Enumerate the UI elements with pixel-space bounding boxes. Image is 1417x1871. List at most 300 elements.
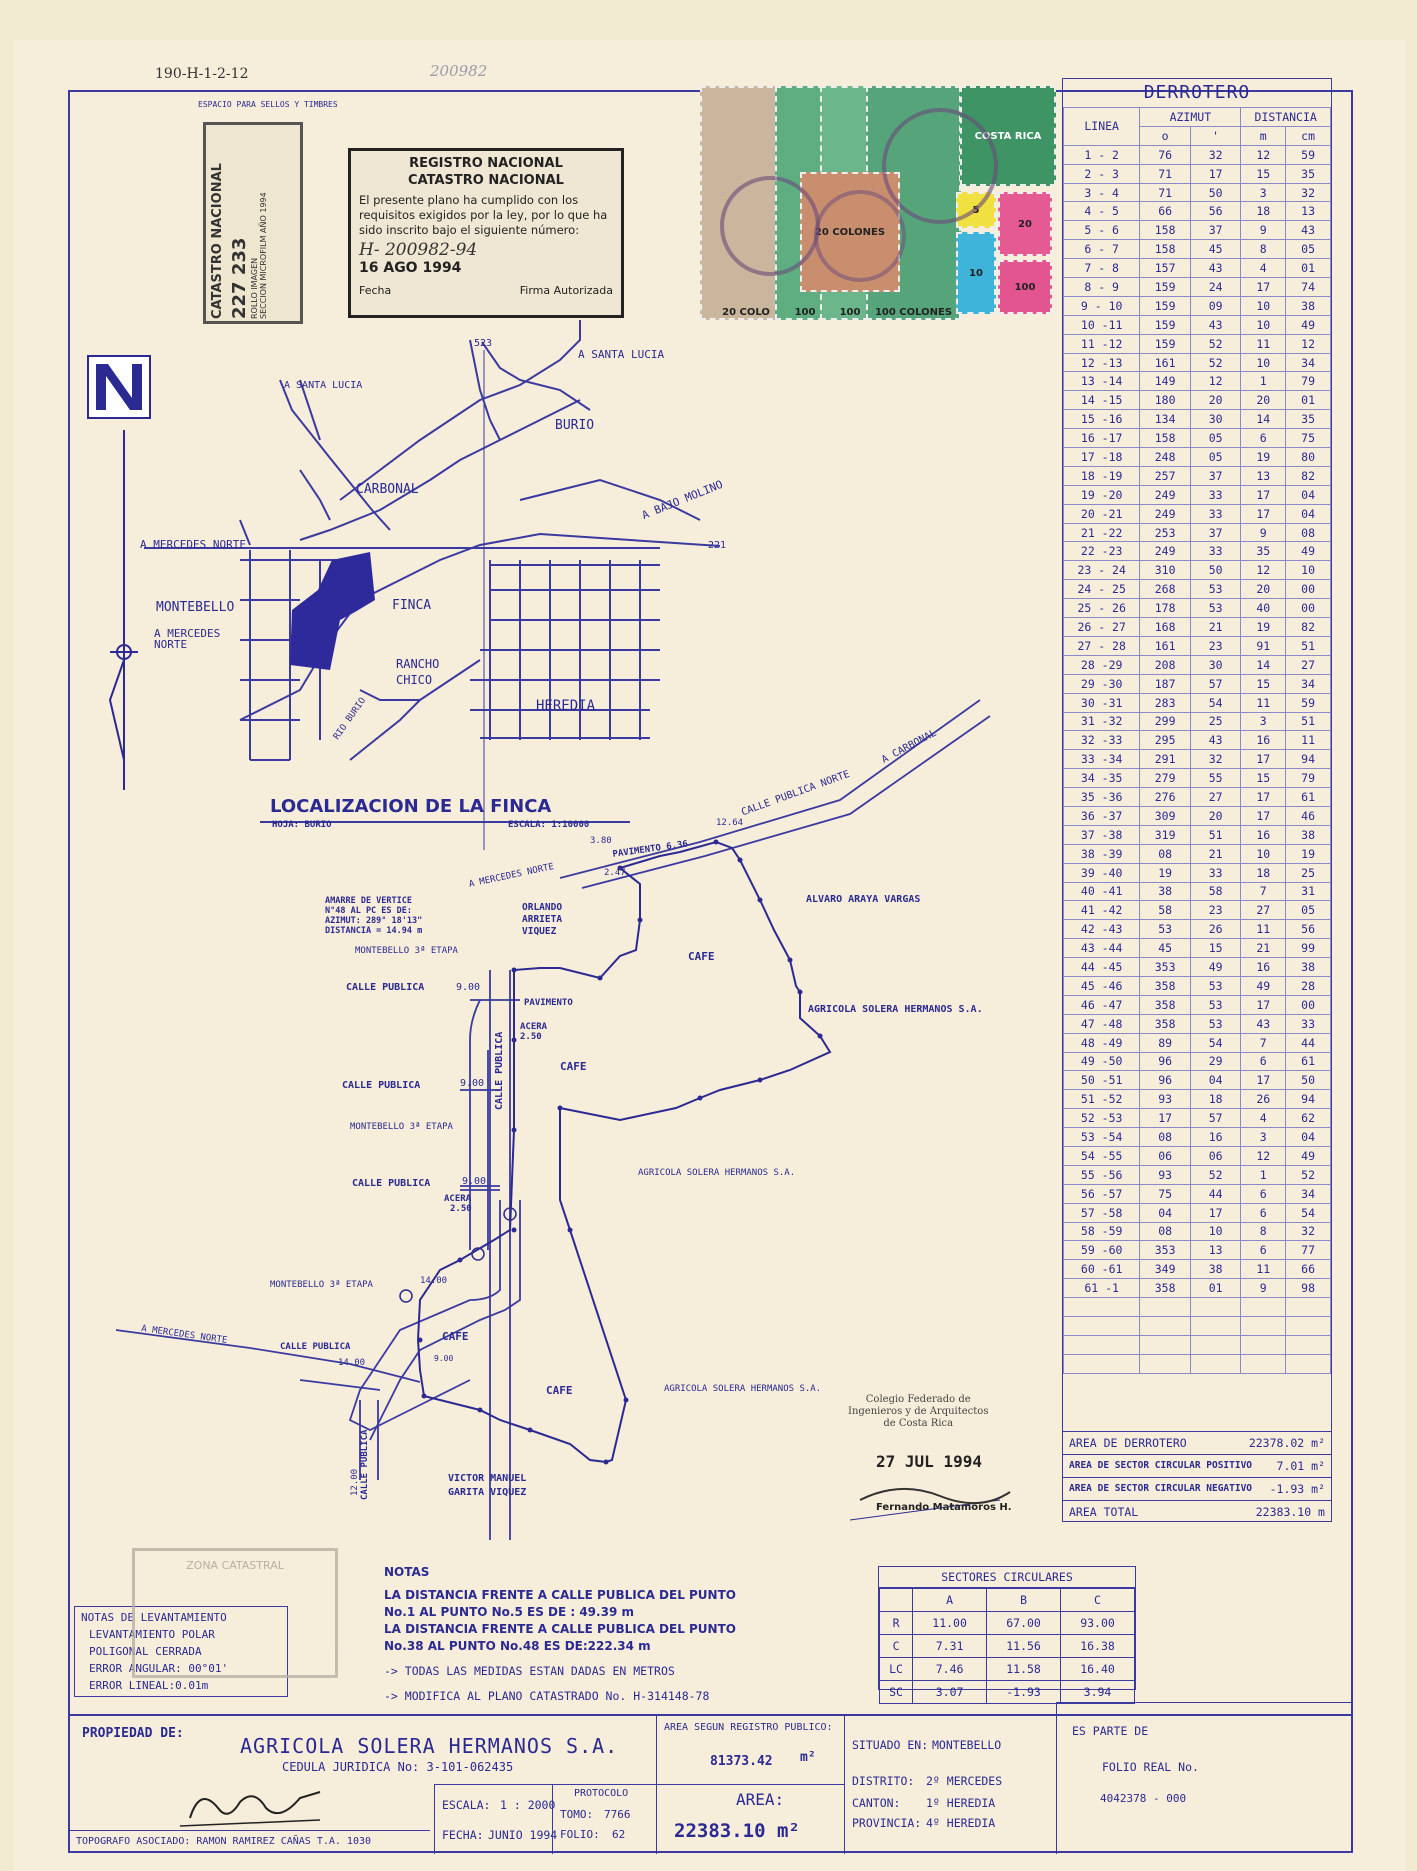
derrotero-cell: 17 [1190,164,1240,183]
derrotero-cell: 43 [1286,221,1331,240]
derrotero-cell: 59 [1286,693,1331,712]
derrotero-cell: 39 -40 [1064,863,1140,882]
derrotero-cell: 01 [1286,259,1331,278]
derrotero-cell: 66 [1286,1260,1331,1279]
protocolo-label: PROTOCOLO [574,1788,629,1799]
derrotero-row [1064,485,1331,504]
derrotero-cell: 283 [1140,693,1191,712]
derrotero-cell: 31 [1286,882,1331,901]
derrotero-grid [1063,107,1331,1374]
sectores-cell: 16.38 [1061,1635,1135,1658]
escala-value: 1 : 2000 [500,1798,556,1812]
derrotero-row [1064,1241,1331,1260]
derrotero-cell: 80 [1286,448,1331,467]
dim-380: 3.80 [590,836,612,846]
derrotero-cell: 21 -22 [1064,523,1140,542]
derrotero-cell: 20 -21 [1064,504,1140,523]
dim-900-3: 9.00 [462,1176,487,1187]
label-agricola-2: AGRICOLA SOLERA HERMANOS S.A. [638,1168,796,1178]
derrotero-cell: 53 [1190,599,1240,618]
registro-body: El presente plano ha cumplido con los requisitos exigidos por la ley, por lo que ha sido inscrito bajo el siguiente número: [359,193,608,237]
col-deg: o [1140,126,1191,145]
derrotero-row [1064,769,1331,788]
sectores-cell: 16.40 [1061,1658,1135,1681]
derrotero-cell: 11 [1286,731,1331,750]
derrotero-cell: 30 [1190,410,1240,429]
derrotero-cell: 19 [1140,863,1191,882]
derrotero-cell: 31 -32 [1064,712,1140,731]
derrotero-cell: 15 [1241,674,1286,693]
derrotero-cell: 43 [1190,259,1240,278]
derrotero-row [1064,882,1331,901]
label-acera-2: ACERA [444,1194,472,1204]
derrotero-cell: 17 [1241,750,1286,769]
derrotero-cell: 16 [1241,825,1286,844]
derrotero-cell: 19 [1286,844,1331,863]
derrotero-row [1064,1109,1331,1128]
derrotero-cell: 58 -59 [1064,1222,1140,1241]
derrotero-cell: 10 [1241,844,1286,863]
derrotero-cell: 76 [1140,145,1191,164]
derrotero-cell: 17 [1241,806,1286,825]
derrotero-cell: 295 [1140,731,1191,750]
derrotero-cell: 353 [1140,1241,1191,1260]
derrotero-cell: 158 [1140,221,1191,240]
derrotero-cell: 20 [1190,806,1240,825]
derrotero-cell: 17 -18 [1064,448,1140,467]
catastro-seccion: SECCION MICROFILM AÑO 1994 [259,192,268,319]
derrotero-row [1064,655,1331,674]
derrotero-cell: 61 [1286,788,1331,807]
derrotero-cell: 45 [1190,240,1240,259]
derrotero-cell: 54 -55 [1064,1146,1140,1165]
colegio-signer: Fernando Matamoros H. [876,1502,1012,1513]
derrotero-cell: 15 [1241,769,1286,788]
derrotero-cell: 30 -31 [1064,693,1140,712]
derrotero-cell: 53 [1190,995,1240,1014]
sectores-row [880,1681,1135,1704]
derrotero-cell: 253 [1140,523,1191,542]
derrotero-row [1064,259,1331,278]
derrotero-cell: 96 [1140,1071,1191,1090]
amarre-note: AMARRE DE VERTICE N°48 AL PC ES DE: AZIMUT: 289° 18'13" DISTANCIA = 14.94 m [325,896,423,936]
derrotero-cell: 5 - 6 [1064,221,1140,240]
derrotero-cell: 17 [1241,788,1286,807]
sectores-header-cell: A [913,1589,987,1612]
derrotero-cell: 61 -1 [1064,1279,1140,1298]
derrotero-cell: 33 -34 [1064,750,1140,769]
derrotero-cell: 159 [1140,334,1191,353]
derrotero-cell: 17 [1241,1071,1286,1090]
derrotero-cell: 1 [1241,372,1286,391]
col-distancia: DISTANCIA [1241,108,1331,127]
derrotero-cell: 20 [1190,391,1240,410]
stamp-20-colones: 20 COLO [700,86,792,320]
derrotero-cell: 89 [1140,1033,1191,1052]
derrotero-cell: 38 -39 [1064,844,1140,863]
derrotero-cell: 187 [1140,674,1191,693]
derrotero-cell: 1 - 2 [1064,145,1140,164]
derrotero-cell: 75 [1286,429,1331,448]
label-alvaro-araya: ALVARO ARAYA VARGAS [806,894,921,905]
derrotero-cell: 34 [1286,1184,1331,1203]
derrotero-row [1064,334,1331,353]
derrotero-cell: 49 [1286,542,1331,561]
derrotero-row [1064,1128,1331,1147]
dim-900-4: 9.00 [434,1354,454,1363]
stamp-20: 20 [998,192,1052,256]
derrotero-row [1064,806,1331,825]
derrotero-cell: 04 [1286,485,1331,504]
derrotero-row [1064,693,1331,712]
label-calle-publica-2: CALLE PUBLICA [342,1080,421,1091]
dim-900-1: 9.00 [456,982,481,993]
derrotero-cell: 29 -30 [1064,674,1140,693]
derrotero-cell: 29 [1190,1052,1240,1071]
derrotero-cell: 50 [1190,183,1240,202]
derrotero-cell: 44 [1286,1033,1331,1052]
derrotero-cell: 38 [1140,882,1191,901]
derrotero-cell: 27 [1286,655,1331,674]
derrotero-cell: 13 [1286,202,1331,221]
sectores-title: SECTORES CIRCULARES [879,1567,1135,1588]
derrotero-cell: 45 [1140,939,1191,958]
sectores-cell: 11.58 [987,1658,1061,1681]
col-m: m [1241,126,1286,145]
derrotero-cell: 21 [1241,939,1286,958]
dim-1264: 12.64 [716,818,744,828]
map-tick-523: 523 [474,338,493,349]
derrotero-cell: 13 [1190,1241,1240,1260]
derrotero-cell: 52 [1190,353,1240,372]
derrotero-cell: 49 [1286,315,1331,334]
derrotero-cell: 15 [1190,939,1240,958]
nota-bullet: -> MODIFICA AL PLANO CATASTRADO No. H-314148-78 [384,1689,710,1703]
map-label-bajo-molino: A BAJO MOLINO [640,477,725,523]
label-acera-value: 2.50 [520,1032,542,1042]
derrotero-cell: 11 [1241,334,1286,353]
derrotero-cell: 05 [1286,901,1331,920]
label-cafe-2: CAFE [560,1060,587,1073]
derrotero-row [1064,240,1331,259]
derrotero-cell: 47 -48 [1064,1014,1140,1033]
map-escala: ESCALA: 1:10000 [508,820,590,830]
derrotero-cell: 37 -38 [1064,825,1140,844]
curve-a-marker [400,1290,412,1302]
tomo-value: 7766 [604,1808,631,1821]
derrotero-cell: 4 - 5 [1064,202,1140,221]
es-parte-label: ES PARTE DE [1072,1724,1149,1738]
topografo-signature [170,1778,330,1834]
provincia-label: PROVINCIA: [852,1816,922,1830]
area-sector-negativo: AREA DE SECTOR CIRCULAR NEGATIVO -1.93 m² [1063,1477,1331,1500]
derrotero-cell: 52 [1286,1165,1331,1184]
derrotero-cell: 27 - 28 [1064,636,1140,655]
north-arrow-icon [88,356,150,790]
sectores-cell: -1.93 [987,1681,1061,1704]
cedula-juridica: CEDULA JURIDICA No: 3-101-062435 [282,1760,514,1774]
derrotero-row [1064,1203,1331,1222]
stamp-100-a: 100 [775,86,835,320]
sectores-cell: 3.94 [1061,1681,1135,1704]
derrotero-cell: 46 [1286,806,1331,825]
derrotero-cell: 54 [1190,693,1240,712]
distrito-value: 2º MERCEDES [926,1774,1003,1788]
derrotero-cell: 51 -52 [1064,1090,1140,1109]
derrotero-cell: 99 [1286,939,1331,958]
derrotero-cell: 08 [1140,844,1191,863]
derrotero-cell: 59 -60 [1064,1241,1140,1260]
derrotero-cell: 01 [1190,1279,1240,1298]
map-label-santa-lucia-1: A SANTA LUCIA [578,348,665,361]
derrotero-cell: 20 [1241,391,1286,410]
derrotero-cell: 25 [1286,863,1331,882]
derrotero-cell: 268 [1140,580,1191,599]
derrotero-cell: 00 [1286,995,1331,1014]
pencil-number: 200982 [430,62,488,80]
notas-lev-title: NOTAS DE LEVANTAMIENTO [81,1611,227,1624]
derrotero-cell: 09 [1190,296,1240,315]
derrotero-cell: 4 [1241,1109,1286,1128]
sectores-cell: 3.07 [913,1681,987,1704]
derrotero-cell: 349 [1140,1260,1191,1279]
sectores-cell: SC [880,1681,913,1704]
derrotero-row [1064,353,1331,372]
sectores-cell: 67.00 [987,1612,1061,1635]
derrotero-cell: 50 [1286,1071,1331,1090]
derrotero-cell: 93 [1140,1165,1191,1184]
nota-line: LA DISTANCIA FRENTE A CALLE PUBLICA DEL PUNTO [384,1622,736,1636]
derrotero-row [1064,561,1331,580]
derrotero-cell: 66 [1140,202,1191,221]
derrotero-cell: 04 [1140,1203,1191,1222]
derrotero-cell: 10 [1190,1222,1240,1241]
derrotero-cell: 30 [1190,655,1240,674]
derrotero-row [1064,958,1331,977]
sectores-row [880,1612,1135,1635]
derrotero-row [1064,712,1331,731]
derrotero-cell: 6 [1241,429,1286,448]
derrotero-cell: 17 [1241,278,1286,297]
map-label-santa-lucia-2: A SANTA LUCIA [284,380,363,391]
derrotero-cell: 157 [1140,259,1191,278]
map-label-rio-burio: RIO BURIO [332,696,369,742]
derrotero-cell: 48 -49 [1064,1033,1140,1052]
derrotero-row [1064,145,1331,164]
derrotero-cell: 53 [1140,920,1191,939]
folio-real-label: FOLIO REAL No. [1102,1760,1199,1774]
derrotero-cell: 53 [1190,1014,1240,1033]
derrotero-row [1064,920,1331,939]
derrotero-cell: 17 [1140,1109,1191,1128]
derrotero-cell: 44 -45 [1064,958,1140,977]
derrotero-cell: 34 [1286,674,1331,693]
derrotero-cell: 17 [1241,504,1286,523]
dim-1400-2: 14.00 [338,1358,366,1368]
registro-date: 16 AGO 1994 [359,260,462,276]
label-calle-publica-5: CALLE PUBLICA [360,1429,370,1500]
derrotero-cell: 05 [1190,429,1240,448]
label-mercedes-norte-4: A MERCEDES NORTE [140,1324,228,1346]
canton-value: 1º HEREDIA [926,1796,996,1810]
derrotero-row [1064,901,1331,920]
derrotero-row [1064,580,1331,599]
derrotero-cell: 9 [1241,523,1286,542]
derrotero-cell: 58 [1140,901,1191,920]
derrotero-row [1064,788,1331,807]
derrotero-cell: 71 [1140,183,1191,202]
derrotero-cell: 56 -57 [1064,1184,1140,1203]
folio-label: FOLIO: [560,1828,600,1841]
derrotero-cell: 42 -43 [1064,920,1140,939]
derrotero-cell: 33 [1190,485,1240,504]
sectores-header-cell: B [987,1589,1061,1612]
folio-real-value: 4042378 - 000 [1100,1792,1187,1805]
derrotero-row [1064,448,1331,467]
derrotero-row [1064,1222,1331,1241]
derrotero-row [1064,1146,1331,1165]
derrotero-cell: 62 [1286,1109,1331,1128]
derrotero-cell: 26 - 27 [1064,618,1140,637]
catastro-title: CATASTRO NACIONAL [210,163,225,319]
derrotero-row [1064,1165,1331,1184]
derrotero-row [1064,1090,1331,1109]
derrotero-row [1064,296,1331,315]
label-calle-publica-1: CALLE PUBLICA [346,982,425,993]
fecha-label: FECHA: [442,1828,484,1842]
derrotero-row [1064,410,1331,429]
derrotero-cell: 56 [1190,202,1240,221]
derrotero-cell: 249 [1140,504,1191,523]
label-orlando-arrieta: ORLANDO ARRIETA VIQUEZ [522,902,563,937]
derrotero-cell: 57 [1190,1109,1240,1128]
finca-marker [290,552,375,670]
derrotero-row [1064,995,1331,1014]
derrotero-cell: 94 [1286,750,1331,769]
derrotero-row [1064,372,1331,391]
derrotero-cell: 98 [1286,1279,1331,1298]
sectores-cell: 7.31 [913,1635,987,1658]
derrotero-cell: 49 -50 [1064,1052,1140,1071]
derrotero-cell: 33 [1190,504,1240,523]
derrotero-cell: 7 - 8 [1064,259,1140,278]
derrotero-cell: 6 [1241,1241,1286,1260]
derrotero-cell: 14 [1241,655,1286,674]
derrotero-cell: 25 - 26 [1064,599,1140,618]
derrotero-row [1064,1260,1331,1279]
derrotero-cell: 32 [1286,183,1331,202]
derrotero-row [1064,750,1331,769]
colegio-date: 27 JUL 1994 [876,1452,982,1471]
label-acera: ACERA [520,1022,548,1032]
derrotero-cell: 05 [1286,240,1331,259]
canton-label: CANTON: [852,1796,901,1810]
derrotero-cell: 178 [1140,599,1191,618]
derrotero-cell: 10 [1241,353,1286,372]
derrotero-cell: 01 [1286,391,1331,410]
derrotero-cell: 16 -17 [1064,429,1140,448]
derrotero-row [1064,523,1331,542]
derrotero-cell: 57 [1190,674,1240,693]
derrotero-cell: 26 [1241,1090,1286,1109]
notas-levantamiento: NOTAS DE LEVANTAMIENTO LEVANTAMIENTO POLAR POLIGONAL CERRADA ERROR ANGULAR: 00°01' ERROR LINEAL:0.01m [74,1606,288,1697]
derrotero-cell: 6 [1241,1203,1286,1222]
derrotero-cell: 36 -37 [1064,806,1140,825]
derrotero-cell: 358 [1140,1279,1191,1298]
derrotero-cell: 18 [1190,1090,1240,1109]
derrotero-cell: 9 - 10 [1064,296,1140,315]
derrotero-cell: 24 - 25 [1064,580,1140,599]
derrotero-cell: 20 [1241,580,1286,599]
derrotero-cell: 21 [1190,618,1240,637]
map-label-mercedes-norte-2: A MERCEDES NORTE [154,627,221,651]
derrotero-cell: 05 [1190,448,1240,467]
derrotero-cell: 55 -56 [1064,1165,1140,1184]
derrotero-cell: 12 [1241,145,1286,164]
derrotero-cell: 19 -20 [1064,485,1140,504]
map-label-carbonal: CARBONAL [356,482,419,497]
derrotero-cell: 59 [1286,145,1331,164]
derrotero-cell: 38 [1286,296,1331,315]
derrotero-cell: 23 [1190,636,1240,655]
derrotero-cell: 08 [1286,523,1331,542]
derrotero-cell: 60 -61 [1064,1260,1140,1279]
derrotero-empty-row [1064,1298,1331,1317]
derrotero-cell: 159 [1140,315,1191,334]
derrotero-cell: 54 [1286,1203,1331,1222]
sectores-circulares-table [878,1566,1136,1699]
derrotero-cell: 33 [1190,542,1240,561]
derrotero-cell: 13 [1241,466,1286,485]
derrotero-cell: 93 [1140,1090,1191,1109]
notas [384,1564,736,1705]
derrotero-cell: 75 [1140,1184,1191,1203]
derrotero-cell: 00 [1286,599,1331,618]
derrotero-cell: 4 [1241,259,1286,278]
label-montebello-3-1: MONTEBELLO 3ª ETAPA [355,946,458,956]
derrotero-row [1064,863,1331,882]
map-label-mercedes-norte-1: A MERCEDES NORTE [140,538,246,551]
derrotero-cell: 52 [1190,334,1240,353]
derrotero-cell: 23 [1190,901,1240,920]
derrotero-empty-row [1064,1354,1331,1373]
derrotero-cell: 38 [1190,1260,1240,1279]
derrotero-row [1064,825,1331,844]
derrotero-cell: 134 [1140,410,1191,429]
derrotero-cell: 40 [1241,599,1286,618]
derrotero-cell: 249 [1140,485,1191,504]
catastro-title-2: CATASTRO NACIONAL [408,173,564,188]
derrotero-cell: 26 [1190,920,1240,939]
derrotero-title: DERROTERO [1063,79,1331,108]
dim-1400-1: 14.00 [420,1276,448,1286]
derrotero-cell: 37 [1190,466,1240,485]
derrotero-cell: 1 [1241,1165,1286,1184]
derrotero-totals [1063,1431,1331,1523]
sectores-header-cell: C [1061,1589,1135,1612]
derrotero-row [1064,164,1331,183]
derrotero-cell: 291 [1140,750,1191,769]
map-tick-221: 221 [708,540,727,551]
sectores-cell: 11.56 [987,1635,1061,1658]
derrotero-cell: 38 [1286,825,1331,844]
derrotero-cell: 96 [1140,1052,1191,1071]
map-hoja: HOJA: BURIO [272,820,332,830]
label-montebello-3-3: MONTEBELLO 3ª ETAPA [270,1280,373,1290]
derrotero-cell: 6 [1241,1052,1286,1071]
derrotero-empty-row [1064,1317,1331,1336]
derrotero-cell: 11 [1241,693,1286,712]
